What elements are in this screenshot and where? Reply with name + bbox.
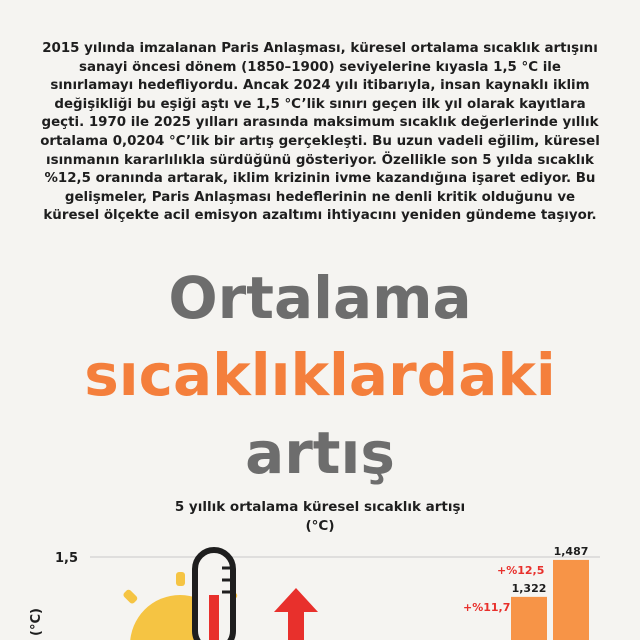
y-tick-label: 1,5 (55, 551, 79, 566)
headline-line-2: sıcaklıklardaki (84, 341, 556, 409)
y-axis-label: (°C) (29, 608, 44, 636)
bar-1 (553, 560, 589, 640)
headline-line-3: artış (245, 419, 395, 487)
intro-paragraph: 2015 yılında imzalanan Paris Anlaşması, küresel ortalama sıcaklık artışını sanayi öncesi dönem (1850–1900) seviyelerine kıyasla 1,5 °C ile sınırlamayı hedefliyordu. Ancak 2024 yılı itibarıyla, insan kaynaklı iklim değişikliği bu eşiği aştı ve 1,5 °C’lik sınırı geçen ilk yıl olarak kayıtlara geçti. 1970 ile 2025 yılları arasında maksimum sıcaklık değerlerinde yıllık ortalama 0,0204 °C’lik bir artış gerçekleşti. Bu uzun vadeli eğilim, küresel ısınmanın kararlılıkla sürdüğünü gösteriyor. Özellikle son 5 yılda sıcaklık %12,5 oranında artarak, iklim krizinin ivme kazandığına işaret ediyor. Bu gelişmeler, Paris Anlaşması hedeflerinin ne denli kritik olduğunu ve küresel ölçekte acil emisyon azaltımı ihtiyacını yeniden gündeme taşıyor. (40, 41, 600, 224)
headline-line-1: Ortalama (168, 264, 472, 332)
bar-value-label-0: 1,322 (511, 581, 547, 595)
bar-change-label-0: +%11,7 (463, 600, 511, 614)
bar-0 (511, 597, 547, 640)
up-arrow-icon (274, 588, 318, 640)
bar-chart (0, 540, 640, 640)
bar-change-label-1: +%12,5 (497, 563, 545, 577)
chart-title: 5 yıllık ortalama küresel sıcaklık artışı (°C) (174, 499, 466, 534)
bar-value-label-1: 1,487 (553, 544, 589, 558)
thermometer-icon (195, 550, 233, 640)
